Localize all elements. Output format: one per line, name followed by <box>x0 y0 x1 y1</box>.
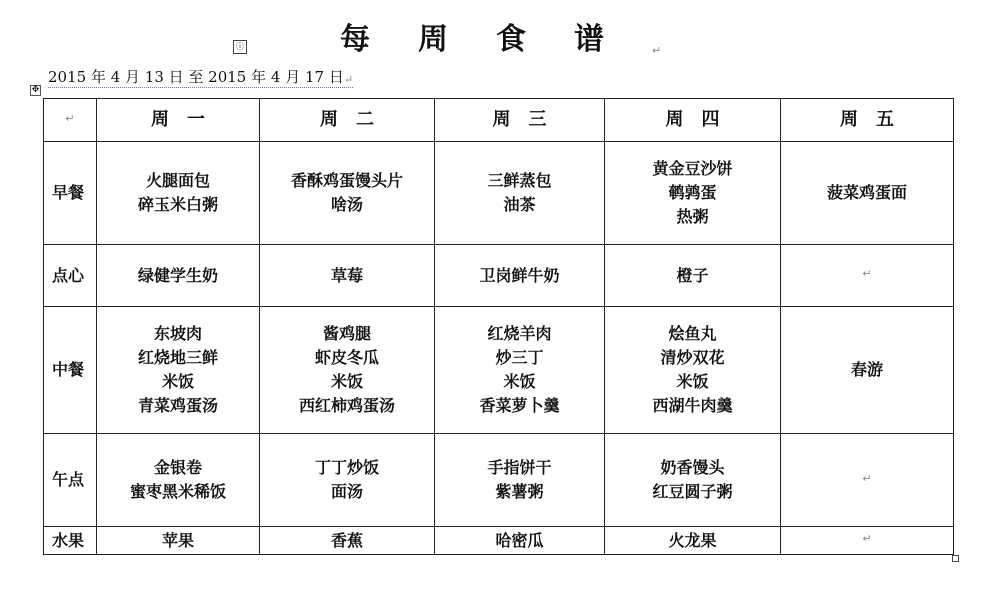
dish-item: 米饭 <box>676 372 709 391</box>
menu-cell[interactable] <box>781 307 954 434</box>
menu-cell[interactable] <box>605 527 781 555</box>
menu-cell[interactable] <box>605 245 781 307</box>
dish-item: 火龙果 <box>668 530 717 550</box>
menu-cell[interactable] <box>97 142 260 245</box>
menu-cell[interactable] <box>605 142 781 245</box>
dish-item: 米饭 <box>330 372 363 391</box>
dish-item: 丁丁炒饭 <box>314 458 379 477</box>
table-move-handle-icon[interactable]: ✥ <box>31 85 40 95</box>
menu-cell[interactable] <box>97 434 260 527</box>
menu-cell[interactable] <box>781 245 954 307</box>
menu-cell[interactable] <box>260 307 435 434</box>
menu-cell[interactable] <box>781 434 954 527</box>
table-row <box>44 142 954 245</box>
page-title <box>340 14 661 58</box>
dish-item: 三鲜蒸包 <box>487 171 552 190</box>
dish-item: 紫薯粥 <box>495 482 544 501</box>
table-row <box>44 527 954 555</box>
menu-cell[interactable] <box>435 245 605 307</box>
row-header: 水果 <box>44 527 97 555</box>
dish-item: 炒三丁 <box>495 348 544 367</box>
dish-item: 虾皮冬瓜 <box>314 348 379 367</box>
dish-item: 青菜鸡蛋汤 <box>137 396 218 415</box>
header-row <box>44 99 954 142</box>
dish-item: 香酥鸡蛋馒头片 <box>290 171 403 190</box>
paragraph-mark: ↵ <box>862 471 872 485</box>
dish-item: 米饭 <box>503 372 536 391</box>
dish-item: 绿健学生奶 <box>137 265 218 285</box>
dish-item: 油茶 <box>503 195 536 214</box>
menu-cell[interactable] <box>97 307 260 434</box>
menu-cell[interactable] <box>781 142 954 245</box>
row-header: 点心 <box>44 245 97 307</box>
dish-item: 红豆圆子粥 <box>652 482 733 501</box>
dish-item: 苹果 <box>161 530 194 550</box>
menu-cell[interactable] <box>435 434 605 527</box>
paragraph-mark: ↵ <box>862 532 872 545</box>
dish-item: 酱鸡腿 <box>322 324 371 343</box>
corner-cell: ↵ <box>44 99 97 142</box>
dish-item: 奶香馒头 <box>660 458 725 477</box>
dish-item: 蜜枣黑米稀饭 <box>129 482 226 501</box>
dish-item: 火腿面包 <box>145 171 210 190</box>
menu-cell[interactable] <box>435 307 605 434</box>
paragraph-mark: ↵ <box>343 73 354 86</box>
dish-item: 菠菜鸡蛋面 <box>826 183 907 202</box>
dish-item: 东坡肉 <box>153 324 202 343</box>
menu-cell[interactable] <box>605 307 781 434</box>
anchor-icon[interactable]: ⓘ <box>233 40 247 54</box>
dish-item: 热粥 <box>676 207 709 226</box>
table-row <box>44 245 954 307</box>
dish-item: 香菜萝卜羹 <box>479 396 560 415</box>
dish-item: 烩鱼丸 <box>668 324 717 343</box>
column-header: 周 四 <box>605 99 781 142</box>
title-char: 食 <box>496 22 526 57</box>
dish-item: 春游 <box>850 360 883 379</box>
column-header: 周 三 <box>435 99 605 142</box>
dish-item: 面汤 <box>330 482 363 501</box>
menu-cell[interactable] <box>435 142 605 245</box>
table-resize-handle[interactable] <box>952 555 959 562</box>
menu-cell[interactable] <box>260 434 435 527</box>
date-range-text: 2015 年 4 月 13 日 至 2015 年 4 月 17 日 <box>48 68 344 86</box>
menu-cell[interactable] <box>97 527 260 555</box>
menu-cell[interactable] <box>605 434 781 527</box>
dish-item: 西红柿鸡蛋汤 <box>298 396 395 415</box>
title-char: 周 <box>418 22 448 57</box>
paragraph-mark: ↵ <box>652 44 662 57</box>
row-header: 午点 <box>44 434 97 527</box>
dish-item: 西湖牛肉羹 <box>652 396 733 415</box>
dish-item: 碎玉米白粥 <box>137 195 218 214</box>
title-char: 谱 <box>574 22 604 57</box>
date-range <box>48 66 353 88</box>
dish-item: 香蕉 <box>330 530 363 550</box>
dish-item: 啥汤 <box>330 195 363 214</box>
row-header: 中餐 <box>44 307 97 434</box>
title-char: 每 <box>340 22 370 57</box>
dish-item: 哈密瓜 <box>495 530 544 550</box>
dish-item: 鹌鹑蛋 <box>668 183 717 202</box>
dish-item: 橙子 <box>676 265 709 285</box>
menu-cell[interactable] <box>260 142 435 245</box>
row-header: 早餐 <box>44 142 97 245</box>
table-row <box>44 434 954 527</box>
dish-item: 金银卷 <box>153 458 202 477</box>
dish-item: 草莓 <box>330 265 363 285</box>
menu-cell[interactable] <box>97 245 260 307</box>
dish-item: 黄金豆沙饼 <box>652 159 733 178</box>
dish-item: 米饭 <box>161 372 194 391</box>
paragraph-mark: ↵ <box>862 267 872 280</box>
column-header: 周 五 <box>781 99 954 142</box>
dish-item: 卫岗鲜牛奶 <box>479 265 560 285</box>
column-header: 周 一 <box>97 99 260 142</box>
menu-cell[interactable] <box>781 527 954 555</box>
dish-item: 清炒双花 <box>660 348 725 367</box>
dish-item: 红烧地三鲜 <box>137 348 218 367</box>
weekly-menu-table <box>43 98 954 555</box>
menu-cell[interactable] <box>260 527 435 555</box>
dish-item: 红烧羊肉 <box>487 324 552 343</box>
dish-item: 手指饼干 <box>487 458 552 477</box>
table-row <box>44 307 954 434</box>
menu-cell[interactable] <box>260 245 435 307</box>
menu-cell[interactable] <box>435 527 605 555</box>
column-header: 周 二 <box>260 99 435 142</box>
